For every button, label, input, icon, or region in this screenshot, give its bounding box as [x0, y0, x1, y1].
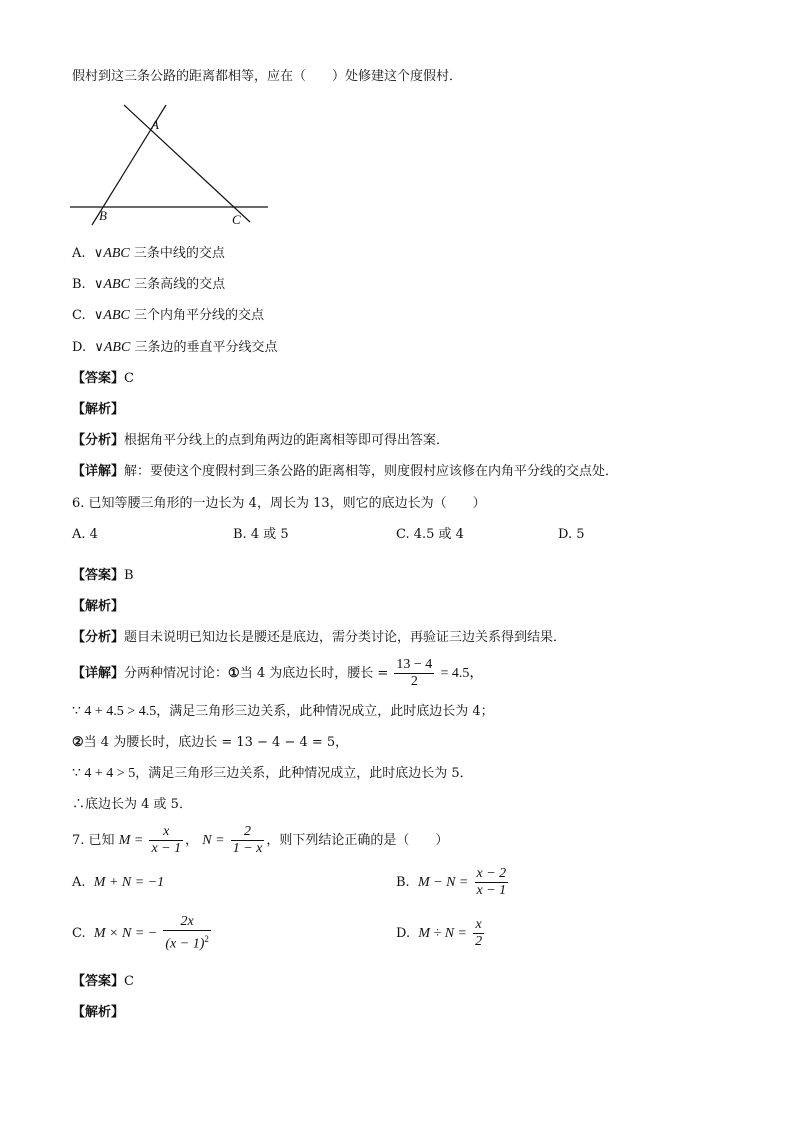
- q5-fenxi: 【分析】根据角平分线上的点到角两边的距离相等即可得出答案．: [72, 433, 450, 448]
- q5-option-d: D. ∨ABC 三条边的垂直平分线交点: [72, 340, 278, 355]
- q7-option-d: D. M ÷ N = $\frac{x}{2}$: [396, 917, 483, 949]
- q6-conclusion: ∴底边长为 4 或 5．: [72, 797, 192, 812]
- fraction-option-d: $\frac{x}{2}$: [475, 917, 483, 949]
- q6-option-c: C. 4.5 或 4: [396, 527, 464, 542]
- q7-analysis-tag: 【解析】: [72, 1005, 125, 1020]
- q5-option-c: C. ∨ABC 三个内角平分线的交点: [72, 308, 265, 323]
- q6-option-a: A. 4: [72, 527, 98, 542]
- q5-answer: 【答案】C: [72, 371, 134, 386]
- q6-analysis-tag: 【解析】: [72, 599, 125, 614]
- q7-stem: 7. 已知 M = $\frac{x}{x - 1}$ ， N = $\frac{2}{1 - x}$ ，则下列结论正确的是（ ）: [72, 824, 449, 856]
- q6-xiangjie-case1: 【详解】分两种情况讨论：①当 4 为底边长时，腰长 = $\frac{13 - 4}{2}$ = 4.5，: [72, 657, 484, 689]
- fraction-n: $\frac{2}{1 - x}$: [232, 824, 263, 856]
- q6-line-check2: ∵ 4 + 4 > 5，满足三角形三边关系，此种情况成立，此时底边长为 5．: [72, 766, 473, 781]
- q5-stem: 假村到这三条公路的距离都相等，应在（ ）处修建这个度假村．: [72, 69, 463, 84]
- vertex-label-c: C: [232, 212, 241, 227]
- vertex-label-b: B: [99, 208, 107, 223]
- q7-option-c: C. M × N = − $\frac{2x}{(x - 1)^2}$: [72, 914, 209, 952]
- q7-option-b: B. M − N = $\frac{x - 2}{x - 1}$: [396, 866, 507, 898]
- q5-option-b: B. ∨ABC 三条高线的交点: [72, 277, 226, 292]
- fraction-option-c: $\frac{2x}{(x - 1)^2}$: [165, 914, 209, 952]
- q6-answer: 【答案】B: [72, 568, 134, 583]
- triangle-figure: [66, 100, 276, 230]
- q6-xiangjie-case2: ②当 4 为腰长时，底边长 = 13 − 4 − 4 = 5，: [72, 735, 349, 750]
- q6-option-b: B. 4 或 5: [233, 527, 289, 542]
- road-line-ac: [124, 105, 250, 222]
- fraction-m: $\frac{x}{x - 1}$: [151, 824, 182, 856]
- fraction-leg-length: $\frac{13 - 4}{2}$: [396, 657, 433, 689]
- q6-line-check1: ∵ 4 + 4.5 > 4.5，满足三角形三边关系，此种情况成立，此时底边长为 4；: [72, 704, 494, 719]
- q7-option-a: A. M + N = −1: [72, 875, 165, 890]
- q6-option-d: D. 5: [558, 527, 585, 542]
- q5-analysis-tag: 【解析】: [72, 402, 125, 417]
- q6-stem: 6. 已知等腰三角形的一边长为 4，周长为 13，则它的底边长为（ ）: [72, 496, 486, 511]
- answer-tag: 【答案】: [72, 371, 125, 386]
- q6-fenxi: 【分析】题目未说明已知边长是腰还是底边，需分类讨论，再验证三边关系得到结果．: [72, 630, 567, 645]
- q5-option-a: A. ∨ABC 三条中线的交点: [72, 246, 225, 261]
- fraction-option-b: $\frac{x - 2}{x - 1}$: [476, 866, 507, 898]
- q5-xiangjie: 【详解】解：要使这个度假村到三条公路的距离相等，则度假村应该修在内角平分线的交点处．: [72, 464, 619, 479]
- vertex-label-a: A: [151, 117, 159, 132]
- q7-answer: 【答案】C: [72, 974, 134, 989]
